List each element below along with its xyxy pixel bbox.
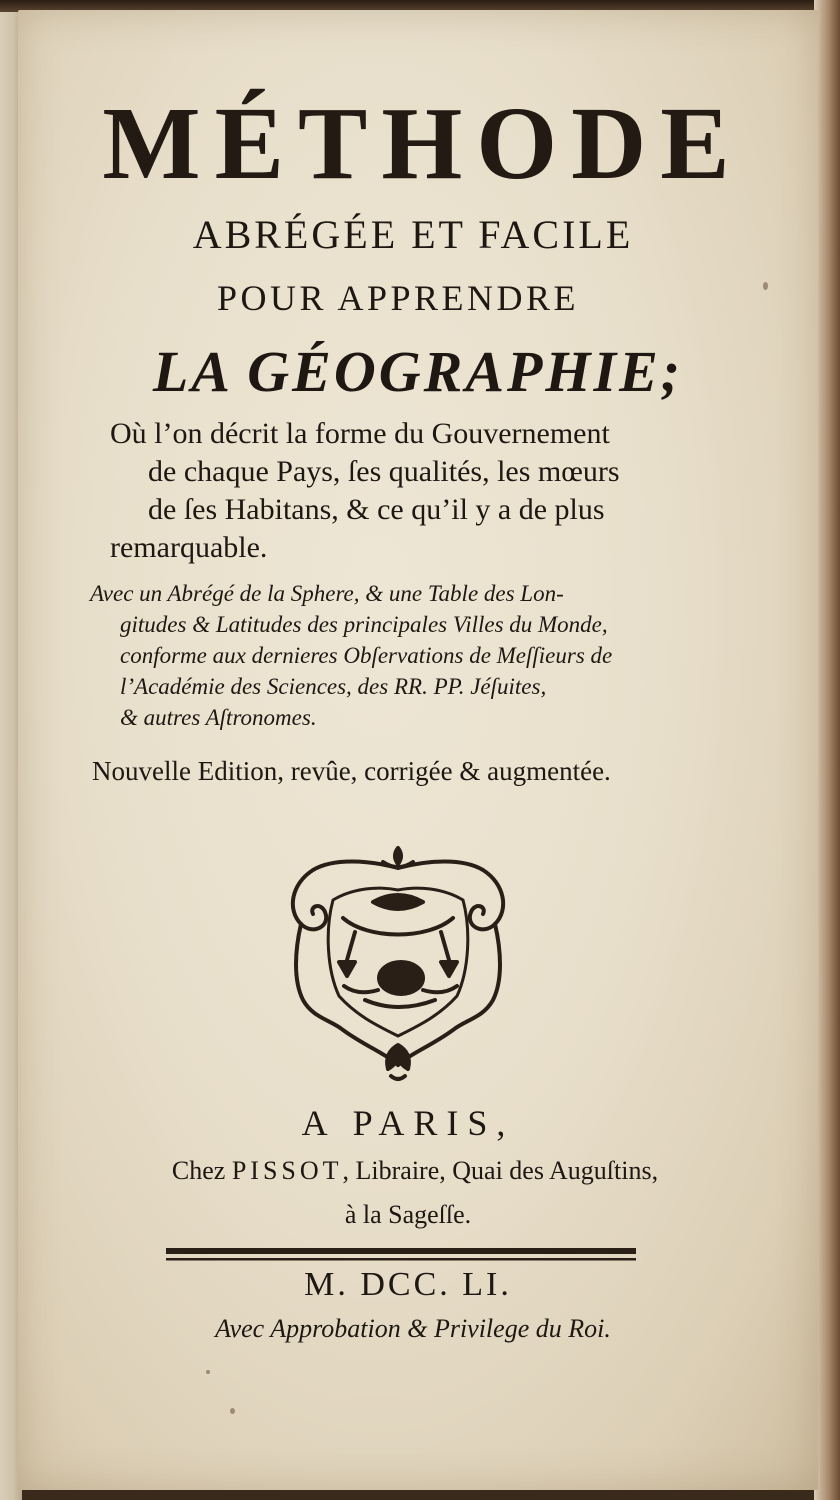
paper-speck [763, 282, 768, 290]
paper-speck [206, 1370, 210, 1374]
supplement-line: Avec un Abrégé de la Sphere, & une Table des Lon- [90, 581, 564, 606]
subtitle-line-2: POUR APPRENDRE [216, 278, 580, 318]
title-page [18, 10, 818, 1490]
supplement-paragraph [90, 578, 740, 733]
printer-ornament-vignette [273, 840, 523, 1085]
description-line: de ſes Habitans, & ce qu’il y a de plus [148, 493, 605, 526]
description-line: remarquable. [110, 531, 268, 564]
description-line: de chaque Pays, ſes qualités, les mœurs [148, 455, 620, 488]
supplement-line: gitudes & Latitudes des principales Villes du Monde, [120, 612, 608, 637]
printer-address: , Libraire, Quai des Auguſtins, [342, 1156, 659, 1185]
subtitle-line-1: ABRÉGÉE ET FACILE [192, 212, 634, 257]
subtitle-line-3: LA GÉOGRAPHIE; [152, 339, 684, 404]
supplement-line: & autres Aſtronomes. [120, 705, 317, 730]
ornamental-rule [166, 1248, 636, 1262]
paper-speck [230, 1408, 235, 1414]
approbation-line: Avec Approbation & Privilege du Roi. [215, 1314, 611, 1343]
description-line: Où l’on décrit la forme du Gouvernement [110, 417, 610, 450]
printer-prefix: Chez [171, 1156, 226, 1185]
supplement-line: conforme aux dernieres Obſervations de Meſſieurs de [120, 643, 613, 668]
imprint-date: M. DCC. LI. [304, 1266, 512, 1303]
edition-statement: Nouvelle Edition, revûe, corrigée & augmentée. [92, 756, 611, 786]
imprint-sign: à la Sageſſe. [344, 1200, 472, 1229]
printer-name: PISSOT [231, 1156, 343, 1185]
supplement-line: l’Académie des Sciences, des RR. PP. Jéſuites, [120, 674, 547, 699]
book-title: MÉTHODE [102, 86, 744, 201]
imprint-place: A PARIS, [301, 1103, 515, 1143]
description-paragraph [110, 415, 740, 567]
imprint-printer [90, 1158, 740, 1184]
